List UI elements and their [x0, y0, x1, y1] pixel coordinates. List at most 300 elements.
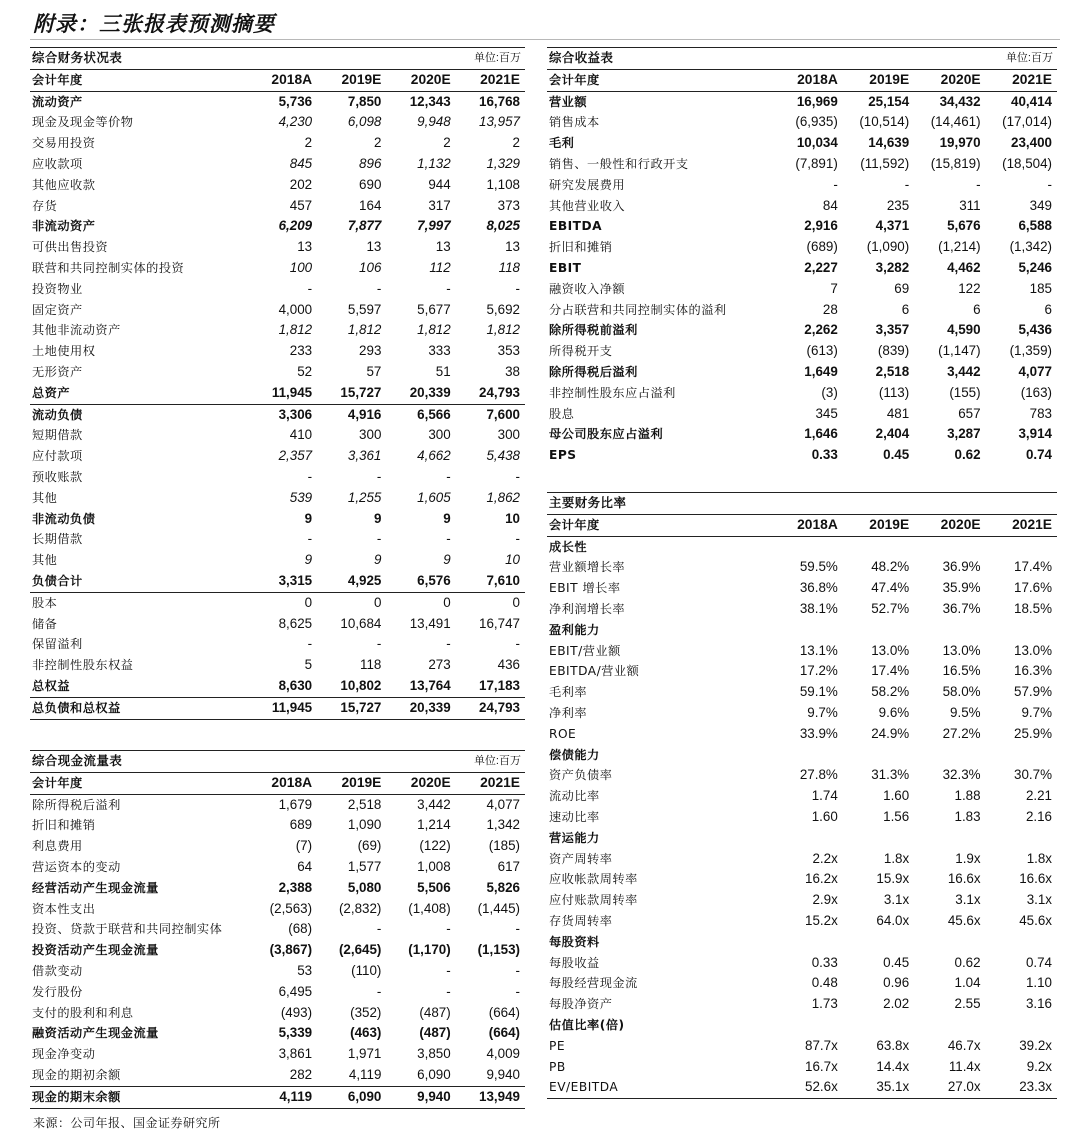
row-value: (664)	[488, 1025, 520, 1041]
row-value: 0.48	[811, 975, 838, 991]
row-value: (1,408)	[408, 900, 451, 916]
row-value: (3,867)	[269, 942, 313, 958]
table-row	[547, 1015, 1057, 1036]
row-value: 9.7%	[1021, 704, 1052, 720]
row-value	[771, 932, 842, 953]
row-value: 9,940	[386, 1086, 455, 1108]
table-row	[30, 919, 525, 940]
table-row	[30, 899, 525, 920]
row-value: 5,436	[1018, 322, 1052, 338]
income-statement-table	[547, 47, 1057, 466]
row-value: (1,214)	[938, 239, 981, 255]
row-value: -	[307, 636, 313, 652]
row-value: 1,090	[347, 817, 382, 833]
row-value: 0	[443, 594, 451, 610]
row-value: 52	[297, 363, 313, 379]
row-label: EBITDA/营业额	[549, 664, 640, 679]
table-row	[547, 424, 1057, 445]
row-value: (463)	[350, 1025, 382, 1041]
row-value: 0.74	[1025, 954, 1052, 970]
row-value: 27.8%	[799, 767, 838, 783]
row-value: 3,357	[875, 322, 910, 338]
row-label: 净利润增长率	[549, 601, 626, 616]
row-label: 保留溢利	[32, 637, 83, 652]
table-row	[30, 133, 525, 154]
row-value: 16.5%	[942, 663, 981, 679]
row-value: (689)	[806, 239, 838, 255]
row-value: 24,793	[456, 383, 525, 404]
row-value: 2,404	[875, 426, 910, 442]
row-value: (18,504)	[1002, 155, 1052, 171]
row-value: 2,388	[278, 879, 313, 895]
row-value: 0	[304, 594, 313, 610]
table-row	[30, 794, 525, 815]
row-value: 7,850	[347, 93, 382, 109]
row-value: 84	[822, 197, 838, 213]
row-value	[771, 745, 842, 766]
row-value: 20,339	[386, 697, 455, 719]
row-value: 4,590	[947, 322, 981, 338]
table-row	[30, 341, 525, 362]
row-value: 1,649	[804, 363, 838, 379]
row-value: 5,080	[347, 879, 382, 895]
row-label: PE	[549, 1038, 566, 1053]
cash-flow-panel	[30, 750, 525, 1109]
row-value	[914, 1015, 985, 1036]
row-value: 25.9%	[1014, 725, 1052, 741]
row-value: 1,342	[486, 817, 520, 833]
row-value: 481	[886, 405, 910, 421]
table-row	[547, 703, 1057, 724]
row-value: -	[376, 468, 382, 484]
table-row	[547, 973, 1057, 994]
row-label: 盈利能力	[549, 622, 600, 637]
row-value: 2,916	[804, 218, 838, 234]
row-label: 其他非流动资产	[32, 323, 121, 338]
table-row	[30, 982, 525, 1003]
table-row	[547, 557, 1057, 578]
table-row	[30, 655, 525, 676]
table-row	[30, 300, 525, 321]
row-value: 9	[304, 552, 313, 568]
row-value: 0.45	[883, 447, 910, 463]
row-value: 4,077	[486, 796, 520, 812]
row-label: 每股净资产	[549, 997, 613, 1012]
row-value: 35.1x	[843, 1077, 914, 1098]
row-label: 可供出售投资	[32, 240, 109, 255]
row-value: (7,891)	[795, 155, 838, 171]
header-year: 2021E	[986, 69, 1057, 91]
table-row	[547, 445, 1057, 466]
row-label: 资本性支出	[32, 901, 96, 916]
row-value: 13	[435, 239, 451, 255]
row-value: 38.1%	[799, 600, 838, 616]
table-row	[30, 836, 525, 857]
row-value: 64	[297, 858, 313, 874]
row-value: 1,132	[417, 155, 451, 171]
row-label: 总资产	[30, 383, 248, 404]
row-value: 16.3%	[1014, 663, 1052, 679]
row-value: 9	[443, 552, 451, 568]
row-label: EBIT 增长率	[549, 581, 621, 596]
row-label: 估值比率(倍)	[549, 1017, 625, 1032]
table-row	[30, 154, 525, 175]
row-label: 预收账款	[32, 469, 83, 484]
table-row	[547, 133, 1057, 154]
row-value	[914, 828, 985, 849]
row-value: 2.9x	[812, 892, 838, 908]
row-value: 118	[360, 657, 382, 673]
row-value: 5,676	[947, 218, 981, 234]
row-label: 每股收益	[549, 955, 600, 970]
row-value: 0.74	[1025, 447, 1052, 463]
row-value: -	[976, 176, 981, 192]
row-value: 16.7x	[805, 1058, 838, 1074]
row-value: -	[446, 531, 451, 547]
row-value: 16.6x	[947, 871, 981, 887]
row-value: 25,154	[868, 93, 910, 109]
row-value: 2.2x	[812, 850, 838, 866]
row-value: 1,255	[347, 489, 382, 505]
row-value: 293	[359, 343, 382, 359]
table-row	[30, 112, 525, 133]
row-value	[986, 932, 1057, 953]
row-label: 分占联营和共同控制实体的溢利	[549, 302, 727, 317]
row-label: EBITDA	[549, 219, 603, 234]
row-value: (487)	[419, 1004, 451, 1020]
row-value: (613)	[806, 343, 838, 359]
row-value: 349	[1029, 197, 1052, 213]
row-value: 3,282	[875, 259, 910, 275]
header-year: 2018A	[248, 69, 317, 91]
row-value: 100	[289, 259, 313, 275]
row-value: 1,008	[417, 858, 451, 874]
row-value: 7,600	[486, 406, 520, 422]
row-value: -	[515, 468, 520, 484]
header-year: 2019E	[843, 69, 914, 91]
row-value: 23,400	[1011, 135, 1052, 151]
row-value: 235	[886, 197, 910, 213]
row-value: (1,170)	[408, 942, 451, 958]
row-value: 6,209	[278, 218, 313, 234]
row-label: 速动比率	[549, 809, 600, 824]
row-label: 利息费用	[32, 839, 83, 854]
table-title: 综合收益表	[547, 48, 914, 70]
row-value: (11,592)	[860, 155, 910, 171]
table-row	[30, 383, 525, 404]
row-value: 9	[373, 510, 382, 526]
row-label: 股息	[549, 406, 575, 421]
row-label: 其他应收款	[32, 177, 96, 192]
row-value: 34,432	[939, 93, 981, 109]
row-value: -	[376, 280, 382, 296]
row-value: 13.0%	[942, 642, 981, 658]
row-value	[771, 536, 842, 557]
unit-label: 单位:百万	[914, 48, 1057, 70]
row-value: 9,948	[417, 114, 451, 130]
row-value: 0.33	[811, 447, 838, 463]
row-label: ROE	[549, 726, 577, 741]
row-label: 除所得税后溢利	[32, 797, 121, 812]
row-label: 应付账款周转率	[549, 893, 638, 908]
row-value: -	[376, 921, 382, 937]
row-value: 1.10	[1025, 975, 1052, 991]
row-value: 3.16	[1025, 996, 1052, 1012]
row-value	[914, 932, 985, 953]
row-value: -	[446, 962, 451, 978]
row-label: 营业额	[549, 94, 588, 109]
row-value: 17,183	[456, 676, 525, 697]
row-value: 6	[973, 301, 981, 317]
page-title: 附录：三张报表预测摘要	[33, 11, 275, 36]
table-row	[547, 258, 1057, 279]
row-value: 300	[497, 427, 520, 443]
row-value: 300	[428, 427, 451, 443]
row-value	[986, 1015, 1057, 1036]
row-value: 4,077	[1018, 363, 1052, 379]
row-value: 0.45	[883, 954, 910, 970]
table-title: 综合财务状况表	[30, 48, 386, 70]
table-title: 综合现金流量表	[30, 751, 386, 773]
row-label: 应收款项	[32, 156, 83, 171]
row-value: 13,957	[479, 114, 520, 130]
row-value: (68)	[288, 921, 313, 937]
row-value	[914, 745, 985, 766]
row-value: -	[307, 531, 313, 547]
row-label: 流动比率	[549, 789, 600, 804]
row-value: -	[515, 280, 520, 296]
row-value: (14,461)	[930, 114, 981, 130]
row-value: 16,768	[479, 93, 520, 109]
row-value: 5,246	[1018, 259, 1052, 275]
row-value: 353	[497, 343, 520, 359]
row-value: 118	[498, 259, 520, 275]
header-label: 会计年度	[30, 772, 248, 794]
row-value: 13	[505, 239, 520, 255]
row-value: 1,108	[486, 176, 520, 192]
table-row	[547, 661, 1057, 682]
title-divider	[30, 39, 1060, 40]
row-value: 4,119	[348, 1066, 382, 1082]
row-label: 无形资产	[32, 364, 83, 379]
row-value: 52.6x	[771, 1077, 842, 1098]
header-year: 2021E	[456, 69, 525, 91]
row-value: 3,442	[417, 796, 451, 812]
table-row	[547, 154, 1057, 175]
header-year: 2020E	[386, 772, 455, 794]
table-row	[30, 279, 525, 300]
row-value: 45.6x	[1019, 912, 1052, 928]
row-value: 33.9%	[799, 725, 838, 741]
row-value: 58.2%	[871, 684, 910, 700]
row-value: 58.0%	[942, 684, 981, 700]
table-row	[547, 911, 1057, 932]
row-value: 1,214	[417, 817, 451, 833]
row-value: 373	[497, 197, 520, 213]
row-value: 30.7%	[1014, 767, 1052, 783]
table-row	[547, 320, 1057, 341]
row-label: 现金净变动	[32, 1047, 96, 1062]
table-row	[30, 175, 525, 196]
row-value: 3.1x	[1026, 892, 1052, 908]
row-value: 3.1x	[955, 892, 981, 908]
row-value: 457	[289, 197, 313, 213]
row-value: 11.4x	[948, 1058, 981, 1074]
table-row	[547, 578, 1057, 599]
row-value: 64.0x	[876, 912, 910, 928]
row-value: 13	[297, 239, 313, 255]
row-value: 12,343	[409, 93, 451, 109]
row-value: 6	[901, 301, 910, 317]
table-row	[30, 425, 525, 446]
row-value: 8,025	[486, 218, 520, 234]
row-value: 9	[373, 552, 382, 568]
table-row	[547, 599, 1057, 620]
row-value: 0.62	[954, 954, 981, 970]
row-label: 交易用投资	[32, 136, 96, 151]
row-value: 333	[428, 343, 451, 359]
unit-label: 单位:百万	[386, 751, 525, 773]
row-value: (7)	[295, 838, 313, 854]
row-value: (1,153)	[477, 942, 520, 958]
table-row	[547, 112, 1057, 133]
row-label: 现金及现金等价物	[32, 115, 134, 130]
row-value: 2.02	[883, 996, 910, 1012]
row-value: 27.2%	[942, 725, 981, 741]
balance-sheet-table	[30, 47, 525, 720]
row-value: (110)	[351, 962, 382, 978]
row-value: 5,506	[417, 879, 451, 895]
row-value: 87.7x	[805, 1037, 838, 1053]
row-label: 股本	[32, 595, 58, 610]
row-value: -	[376, 636, 382, 652]
row-value: 16.2x	[805, 871, 838, 887]
table-row	[547, 341, 1057, 362]
row-value: 5,826	[486, 879, 520, 895]
table-row	[30, 697, 525, 719]
table-row	[30, 614, 525, 635]
row-value: -	[904, 176, 910, 192]
row-value: 345	[815, 405, 838, 421]
row-value	[843, 1015, 914, 1036]
row-label: 其他营业收入	[549, 198, 626, 213]
table-row	[30, 815, 525, 836]
row-label: 负债合计	[30, 571, 248, 592]
row-value: 6,566	[417, 406, 451, 422]
row-value: (17,014)	[1002, 114, 1052, 130]
row-label: 销售、一般性和行政开支	[549, 156, 689, 171]
row-value: 7,610	[456, 571, 525, 592]
row-value: 31.3%	[871, 767, 910, 783]
row-value: 1.88	[954, 788, 981, 804]
row-value: 17.4%	[871, 663, 910, 679]
row-value: 436	[497, 657, 520, 673]
table-row	[30, 878, 525, 899]
row-value: 311	[959, 197, 981, 213]
table-row	[547, 237, 1057, 258]
row-value: 23.3x	[986, 1077, 1057, 1098]
table-row	[30, 362, 525, 383]
row-value: 0.33	[811, 954, 838, 970]
row-value: (2,563)	[269, 900, 313, 916]
table-row	[547, 724, 1057, 745]
header-label: 会计年度	[30, 69, 248, 91]
row-label: 成长性	[549, 539, 588, 554]
row-value: 48.2%	[871, 559, 910, 575]
table-row	[547, 745, 1057, 766]
row-value: (352)	[350, 1004, 382, 1020]
row-label: 其他	[32, 490, 58, 505]
row-value: 36.9%	[942, 559, 981, 575]
table-row	[547, 849, 1057, 870]
table-row	[547, 807, 1057, 828]
row-value: 3,914	[1018, 426, 1052, 442]
row-value: 2,357	[278, 448, 313, 464]
table-row	[547, 196, 1057, 217]
header-year: 2020E	[914, 69, 985, 91]
row-value: 63.8x	[876, 1037, 910, 1053]
row-label: 所得税开支	[549, 344, 613, 359]
unit-label: 单位:百万	[386, 48, 525, 70]
row-value: 1.73	[811, 996, 838, 1012]
row-value: 164	[359, 197, 382, 213]
row-value: (1,342)	[1009, 239, 1052, 255]
row-value: 690	[359, 176, 382, 192]
row-value: 9	[304, 510, 313, 526]
row-value: 14,639	[868, 135, 910, 151]
table-row	[30, 634, 525, 655]
table-row	[547, 765, 1057, 786]
row-value: 6,588	[1018, 218, 1052, 234]
row-value: -	[515, 983, 520, 999]
table-row	[547, 216, 1057, 237]
row-label: 每股资料	[549, 934, 600, 949]
row-value: 1.8x	[883, 850, 910, 866]
row-value: 5,438	[486, 448, 520, 464]
row-value: 16.6x	[1019, 871, 1052, 887]
row-value: -	[446, 921, 451, 937]
row-value: 845	[289, 155, 313, 171]
table-header-row	[547, 69, 1057, 91]
table-row	[547, 279, 1057, 300]
row-value: 59.1%	[799, 684, 838, 700]
row-value: 6,495	[278, 983, 313, 999]
row-label: 除所得税前溢利	[549, 323, 638, 338]
row-value: 4,119	[248, 1086, 317, 1108]
row-value: 8,625	[278, 615, 313, 631]
row-value: 40,414	[1011, 93, 1052, 109]
row-value: 13	[366, 239, 382, 255]
row-value: (2,645)	[338, 942, 382, 958]
row-label: 偿债能力	[549, 747, 600, 762]
row-value: 1.56	[883, 808, 910, 824]
row-value: 9.7%	[807, 704, 838, 720]
row-value: 7,877	[347, 218, 382, 234]
row-value: (1,359)	[1009, 343, 1052, 359]
row-value: 3.1x	[883, 892, 910, 908]
row-label: 资产负债率	[549, 768, 613, 783]
row-value: 13,949	[456, 1086, 525, 1108]
row-label: 毛利率	[549, 685, 588, 700]
table-row	[30, 961, 525, 982]
row-label: 研究发展费用	[549, 177, 626, 192]
row-value: 1,812	[486, 322, 520, 338]
row-value: 1,812	[347, 322, 382, 338]
row-value: (493)	[280, 1004, 313, 1020]
row-value: 17.4%	[1014, 559, 1052, 575]
row-value: 4,371	[875, 218, 910, 234]
row-value: 14.4x	[876, 1058, 910, 1074]
